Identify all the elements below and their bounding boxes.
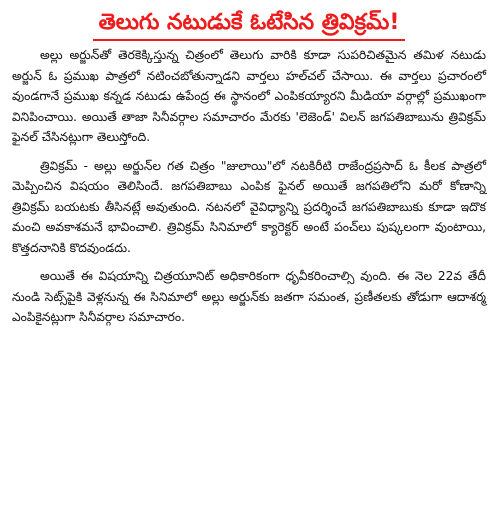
headline: తెలుగు నటుడుకే ఓటేసిన త్రివిక్రమ్!	[93, 8, 406, 41]
paragraph-3: అయితే ఈ విషయాన్ని చిత్రయూనిట్ అధికారికంగా ధృవీకరించాల్సి వుంది. ఈ నెల 22వ తేదీ నుండి సెట్స్‌పైకి వెళ్లనున్న ఈ సినిమాలో అల్లు అర్జున్‌కు జతగా సమంత, ప్రణీతలకు తోడుగా ఆదాశర్మ ఎంపికైనట్లుగా సినీవర్గాల సమాచారం.	[12, 269, 486, 324]
paragraph-1: అల్లు అర్జున్‌తో తెరకెక్కిస్తున్న చిత్రంలో తెలుగు వారికి కూడా సుపరిచితమైన తమిళ నటుడు అర్జున్ ఓ ప్రముఖ పాత్రలో నటించబోతున్నాడని వార్తలు హల్‌చల్ చేసాయి. ఈ వార్తలు ప్రచారంలో వుండగానే ప్రముఖ కన్నడ నటుడు ఉపేంద్ర ఈ స్థానంలో ఎంపికయ్యారని మీడియా వర్గాల్లో ప్రముఖంగా వినిపించాయి. అయితే తాజా సినీవర్గాల సమాచారం మేరకు 'లెజెండ్' విలన్ జగపతిబాబును త్రివిక్రమ్ ఫైనల్ చేసినట్లుగా తెలుస్తోంది.	[12, 48, 486, 144]
paragraph-2: త్రివిక్రమ్ - అల్లు అర్జున్‌ల గత చిత్రం "జులాయి"లో నటకిరీటి రాజేంద్రప్రసాద్ ఓ కీలక పాత్రలో మెప్పించిన విషయం తెలిసిందే. జగపతిబాబు ఎంపిక ఫైనల్ అయితే జగపతిలోని మరో కోణాన్ని త్రివిక్రమ్ బయటకు తీసినట్లే అవుతుంది. నటనలో వైవిధ్యాన్ని ప్రదర్శించే జగపతిబాబుకు కూడా ఇదొక మంచి అవకాశమనే భావించాలి. త్రివిక్రమ్ సినిమాలో క్యారెక్టర్ అంటే పంచ్‌లు పుష్కలంగా వుంటాయి, కొత్తదనానికి కొదవుండదు.	[12, 158, 486, 255]
headline-container	[12, 8, 486, 41]
